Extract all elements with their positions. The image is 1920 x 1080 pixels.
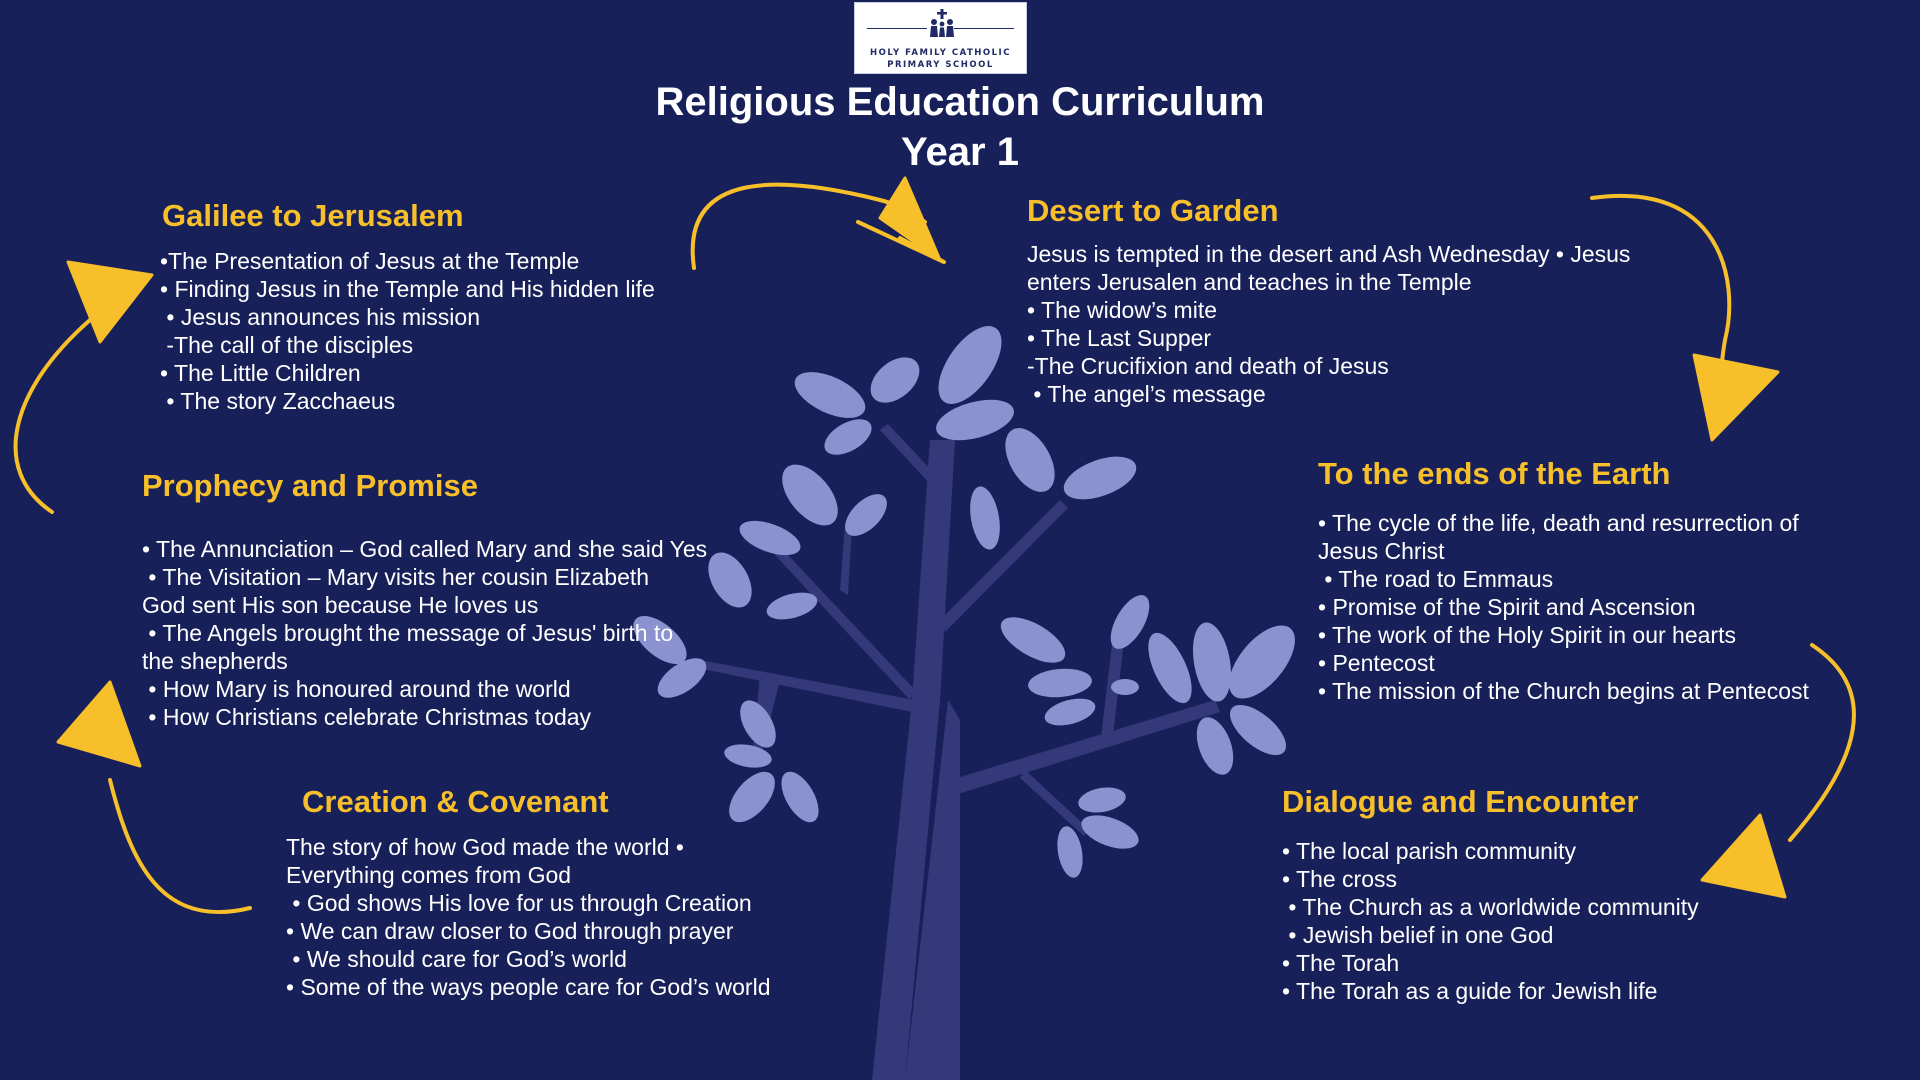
topic-item: • The Little Children <box>160 360 361 386</box>
topic-item: • The Visitation – Mary visits her cousin Elizabeth <box>142 564 650 590</box>
topic-list <box>1027 240 1630 408</box>
topic-item: • The Torah as a guide for Jewish life <box>1282 978 1658 1004</box>
topic-item: • Some of the ways people care for God’s world <box>286 974 771 1000</box>
topic-item: Everything comes from God <box>286 862 572 888</box>
topic-item: • God shows His love for us through Creation <box>286 890 752 916</box>
section-heading: Galilee to Jerusalem <box>162 198 464 233</box>
topic-item: • Promise of the Spirit and Ascension <box>1318 594 1696 620</box>
topic-item: Jesus Christ <box>1318 538 1445 564</box>
topic-item: • The road to Emmaus <box>1318 566 1554 592</box>
topic-item: • The local parish community <box>1282 838 1576 864</box>
topic-item: The story of how God made the world • <box>286 834 684 860</box>
page-subtitle: Year 1 <box>901 130 1019 174</box>
school-logo <box>854 2 1027 74</box>
topic-item: • How Mary is honoured around the world <box>142 676 571 702</box>
section-heading: Dialogue and Encounter <box>1282 784 1639 819</box>
topic-item: -The call of the disciples <box>160 332 414 358</box>
topic-item: • Pentecost <box>1318 650 1435 676</box>
logo-divider <box>867 28 927 29</box>
curved-arrow-line <box>110 780 250 912</box>
section-heading: Desert to Garden <box>1027 193 1279 228</box>
section-creation-and-covenant <box>286 783 770 1001</box>
section-galilee-to-jerusalem <box>162 197 655 415</box>
topic-list <box>1282 837 1699 1005</box>
topic-item: God sent His son because He loves us <box>142 592 539 618</box>
topic-item: • The cross <box>1282 866 1397 892</box>
section-prophecy-and-promise <box>142 467 707 731</box>
school-name-line2: PRIMARY SCHOOL <box>887 60 994 70</box>
section-heading: To the ends of the Earth <box>1318 456 1671 491</box>
topic-item: -The Crucifixion and death of Jesus <box>1027 353 1389 379</box>
page-title: Religious Education Curriculum <box>655 80 1265 124</box>
topic-item: • Jewish belief in one God <box>1282 922 1554 948</box>
topic-item: Jesus is tempted in the desert and Ash Wednesday • Jesus <box>1027 241 1631 267</box>
topic-item: • The story Zacchaeus <box>160 388 396 414</box>
topic-item: • Jesus announces his mission <box>160 304 480 330</box>
school-name-line1: HOLY FAMILY CATHOLIC <box>870 48 1011 58</box>
topic-list <box>1318 509 1809 705</box>
holy-family-icon <box>929 9 955 39</box>
topic-item: • We can draw closer to God through prayer <box>286 918 734 944</box>
section-to-the-ends-of-the-earth <box>1318 455 1809 705</box>
topic-item: • The mission of the Church begins at Pentecost <box>1318 678 1809 704</box>
topic-item: • The Annunciation – God called Mary and she said Yes <box>142 536 708 562</box>
section-dialogue-and-encounter <box>1282 783 1699 1005</box>
section-desert-to-garden <box>1027 192 1630 408</box>
topic-item: • The widow’s mite <box>1027 297 1217 323</box>
topic-item: enters Jerusalen and teaches in the Temple <box>1027 269 1472 295</box>
arrow-head-icon <box>1694 355 1778 440</box>
topic-item: • The angel’s message <box>1027 381 1266 407</box>
topic-item: • The Last Supper <box>1027 325 1212 351</box>
topic-item: • The work of the Holy Spirit in our hearts <box>1318 622 1736 648</box>
arrow-head-icon <box>1702 815 1785 897</box>
topic-item: • We should care for God’s world <box>286 946 627 972</box>
arrow-head-icon <box>858 178 944 262</box>
topic-item: • The Torah <box>1282 950 1400 976</box>
topic-list <box>286 833 770 1001</box>
curved-arrow-line <box>16 320 90 512</box>
section-heading: Prophecy and Promise <box>142 468 478 503</box>
topic-item: • How Christians celebrate Christmas today <box>142 704 592 730</box>
topic-list <box>142 535 707 731</box>
section-heading: Creation & Covenant <box>302 784 609 819</box>
topic-item: • The Angels brought the message of Jesus' birth to <box>142 620 674 646</box>
topic-item: • The Church as a worldwide community <box>1282 894 1699 920</box>
arrow-head-icon <box>58 682 140 766</box>
topic-item: •The Presentation of Jesus at the Temple <box>160 248 580 274</box>
topic-item: • The cycle of the life, death and resurrection of <box>1318 510 1799 536</box>
topic-item: • Finding Jesus in the Temple and His hidden life <box>160 276 655 302</box>
topic-item: the shepherds <box>142 648 288 674</box>
topic-list <box>160 247 655 415</box>
logo-divider <box>954 28 1014 29</box>
